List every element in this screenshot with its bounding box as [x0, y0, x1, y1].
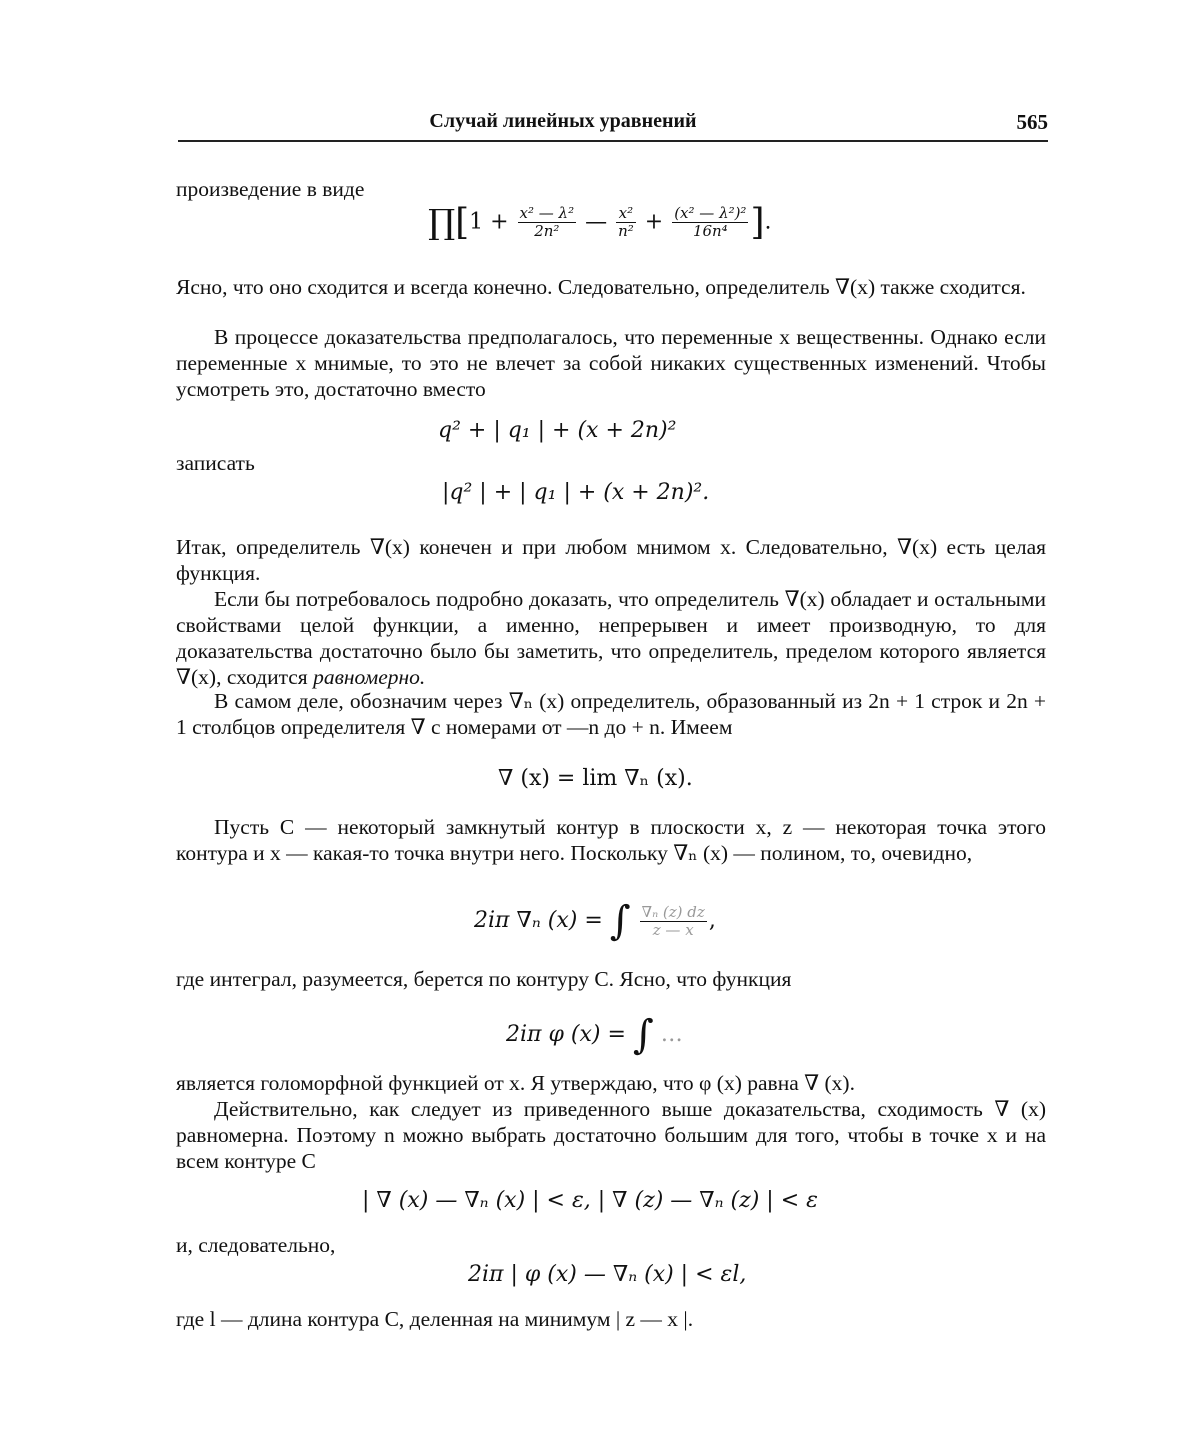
paragraph: является голоморфной функцией от x. Я утверждаю, что φ (x) равна ∇ (x). [176, 1071, 855, 1095]
paragraph: где l — длина контура C, деленная на минимум | z — x |. [176, 1307, 694, 1331]
running-header [178, 110, 1048, 140]
paragraph: В процессе доказательства предполагалось, что переменные x вещественны. Однако если переменные x мнимые, то это не влечет за собой никаких существенных изменений. Чтобы усмотреть это, достаточно вместо [176, 325, 1046, 401]
formula-sum-after: |q² | + | q₁ | + (x + 2n)². [442, 480, 710, 505]
running-title: Случай линейных уравнений [429, 110, 697, 132]
formula-sum-before: q² + | q₁ | + (x + 2n)² [438, 418, 677, 443]
fraction: $\frac{\text{x²}}{\text{n²}}$ [618, 204, 634, 240]
fraction: $\frac{\text{x² — λ²}}{\text{2n²}}$ [519, 204, 575, 240]
formula-limit: ∇ (x) = lim ∇ₙ (x). [498, 766, 693, 791]
paragraph: где интеграл, разумеется, берется по контуру C. Ясно, что функция [176, 967, 792, 991]
paragraph: В самом деле, обозначим через ∇ₙ (x) определитель, образованный из 2n + 1 строк и 2n + 1 столбцов определителя ∇ с номерами от —n до + n. Имеем [176, 689, 1046, 739]
formula-phi-integral: 2iπ φ (x) = ∫ … [506, 1012, 683, 1058]
fraction: $\frac{\text{(x² — λ²)²}}{\text{16n⁴}}$ [674, 204, 747, 240]
paragraph: Если бы потребовалось подробно доказать, что определитель ∇(x) обладает и остальными свойствами целой функции, а именно, непрерывен и имеет производную, то для доказательства достаточно было бы заметить, что определитель, пределом которого является ∇(x), сходится равномерно. [176, 587, 1046, 689]
paragraph: записать [176, 451, 255, 475]
formula-epsilon-bounds: | ∇ (x) — ∇ₙ (x) | < ε, | ∇ (z) — ∇ₙ (z) | < ε [362, 1188, 818, 1213]
paragraph: Ясно, что оно сходится и всегда конечно. Следовательно, определитель ∇(x) также сходится. [176, 275, 1026, 299]
formula-epsilon-l: 2iπ | φ (x) — ∇ₙ (x) | < εl, [468, 1262, 747, 1287]
page-number: 565 [1016, 110, 1048, 134]
formula-cauchy-integral: 2iπ ∇ₙ (x) = ∫ $\frac{\text{∇ₙ (z) dz}}{z — x}$ , [474, 898, 716, 944]
paragraph: произведение в виде [176, 177, 365, 201]
paragraph: Действительно, как следует из приведенного выше доказательства, сходимость ∇ (x) равномерна. Поэтому n можно выбрать достаточно большим для того, чтобы в точке x и на всем контуре C [176, 1097, 1046, 1173]
paragraph: Итак, определитель ∇(x) конечен и при любом мнимом x. Следовательно, ∇(x) есть целая функция. [176, 535, 1046, 585]
formula-product: ∏[1 + $\frac{\text{x² — λ²}}{\text{2n²}}$ — $\frac{\text{x²}}{\text{n²}}$ + $\frac{\text{(x² — λ²)²}}{\text{16n⁴}}$ ]. [428, 202, 772, 243]
header-rule [178, 140, 1048, 142]
paragraph: и, следовательно, [176, 1233, 336, 1257]
emphasis: равномерно. [313, 665, 426, 689]
paragraph: Пусть C — некоторый замкнутый контур в плоскости x, z — некоторая точка этого контура и x — какая-то точка внутри него. Поскольку ∇ₙ (x) — полином, то, очевидно, [176, 815, 1046, 865]
fraction: $\frac{\text{∇ₙ (z) dz}}{z — x}$ [641, 902, 705, 939]
